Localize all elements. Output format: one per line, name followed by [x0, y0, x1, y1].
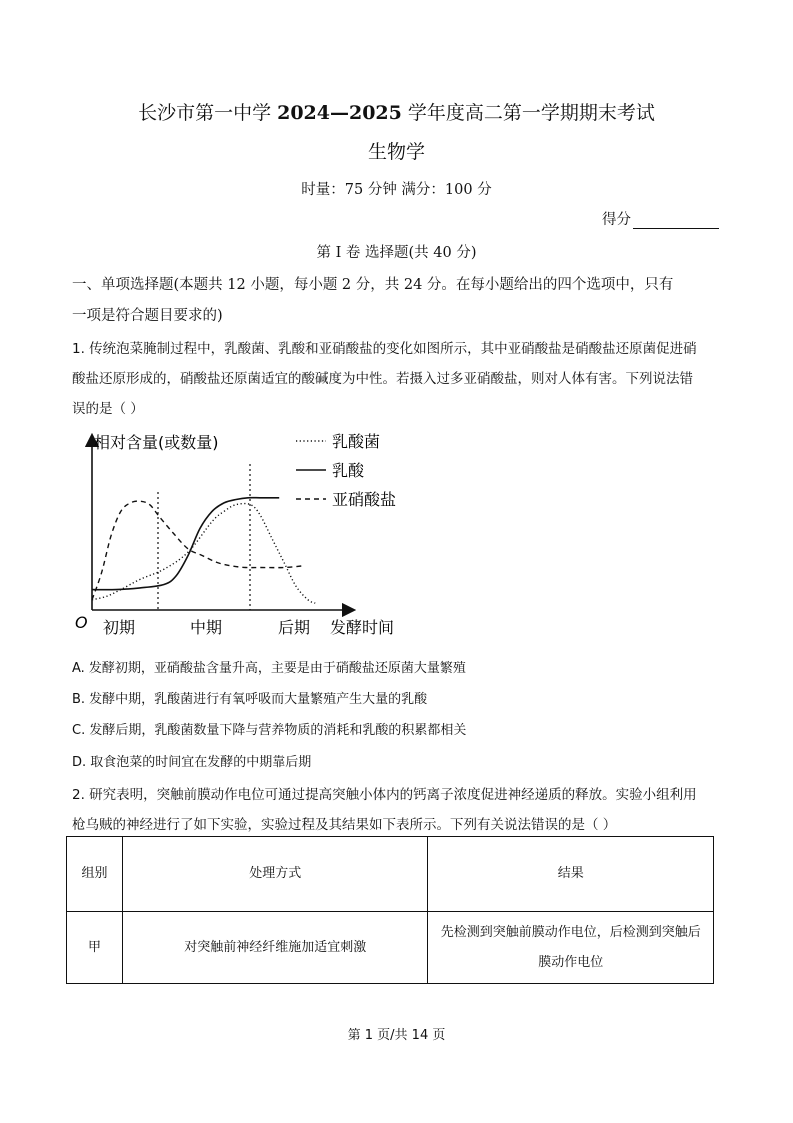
score-blank-line [633, 214, 719, 229]
series-line-nitrite [92, 501, 303, 600]
score-field [602, 208, 719, 229]
q2-stem-line-1: 2. 研究表明，突触前膜动作电位可通过提高突触小体内的钙离子浓度促进神经递质的释放。实验小组利用 [72, 787, 697, 803]
section-instruction-line-2: 一项是符合题目要求的) [72, 308, 223, 324]
table-cell-result: 先检测到突触前膜动作电位，后检测到突触后膜动作电位 [428, 912, 714, 984]
legend-label-lactobacillus: 乳酸菌 [332, 432, 381, 451]
q1-option-d: D. 取食泡菜的时间宜在发酵的中期靠后期 [72, 755, 312, 770]
q1-stem-line-3: 误的是（ ） [72, 401, 144, 417]
q1-option-a: A. 发酵初期，亚硝酸盐含量升高，主要是由于硝酸盐还原菌大量繁殖 [72, 661, 466, 676]
x-phase-label-late: 后期 [278, 618, 311, 637]
exam-title [0, 98, 793, 125]
q2-experiment-table [66, 836, 714, 984]
section-title: 第 I 卷 选择题(共 40 分) [316, 245, 477, 261]
x-phase-label-middle: 中期 [190, 618, 223, 637]
fermentation-chart [70, 428, 415, 643]
table-row [67, 912, 714, 984]
score-label: 得分 [602, 212, 631, 228]
q2-stem-line-2: 枪乌贼的神经进行了如下实验，实验过程及其结果如下表所示。下列有关说法错误的是（ ） [72, 817, 617, 833]
q1-option-b: B. 发酵中期，乳酸菌进行有氧呼吸而大量繁殖产生大量的乳酸 [72, 692, 428, 707]
exam-title-years: 2024—2025 [277, 102, 402, 124]
q1-stem-line-1: 1. 传统泡菜腌制过程中，乳酸菌、乳酸和亚硝酸盐的变化如图所示，其中亚硝酸盐是硝酸盐还原菌促进硝 [72, 341, 697, 357]
x-phase-label-early: 初期 [103, 618, 136, 637]
origin-label: O [75, 613, 88, 632]
q1-option-c: C. 发酵后期，乳酸菌数量下降与营养物质的消耗和乳酸的积累都相关 [72, 723, 467, 738]
x-axis-label: 发酵时间 [330, 618, 395, 637]
table-cell-group: 甲 [67, 912, 123, 984]
table-header-treatment: 处理方式 [122, 837, 428, 912]
legend-label-lactic-acid: 乳酸 [332, 461, 365, 480]
exam-subject: 生物学 [367, 141, 425, 163]
exam-title-suffix: 学年度高二第一学期期末考试 [401, 102, 655, 124]
page-number: 第 1 页/共 14 页 [347, 1028, 446, 1043]
table-cell-treatment: 对突触前神经纤维施加适宜刺激 [122, 912, 428, 984]
section-instruction-line-1: 一、单项选择题(本题共 12 小题，每小题 2 分，共 24 分。在每小题给出的四个选项中，只有 [72, 277, 674, 293]
exam-time-score: 时量：75 分钟 满分：100 分 [301, 182, 492, 198]
series-line-lactobacillus [92, 504, 315, 604]
legend-label-nitrite: 亚硝酸盐 [332, 490, 397, 509]
table-header-result: 结果 [428, 837, 714, 912]
exam-title-prefix: 长沙市第一中学 [138, 102, 278, 124]
series-layer [92, 498, 315, 604]
table-header-row [67, 837, 714, 912]
q1-stem-line-2: 酸盐还原形成的，硝酸盐还原菌适宜的酸碱度为中性。若摄入过多亚硝酸盐，则对人体有害。下列说法错 [72, 371, 693, 387]
y-axis-label: 相对含量(或数量) [94, 433, 219, 452]
table-header-group: 组别 [67, 837, 123, 912]
